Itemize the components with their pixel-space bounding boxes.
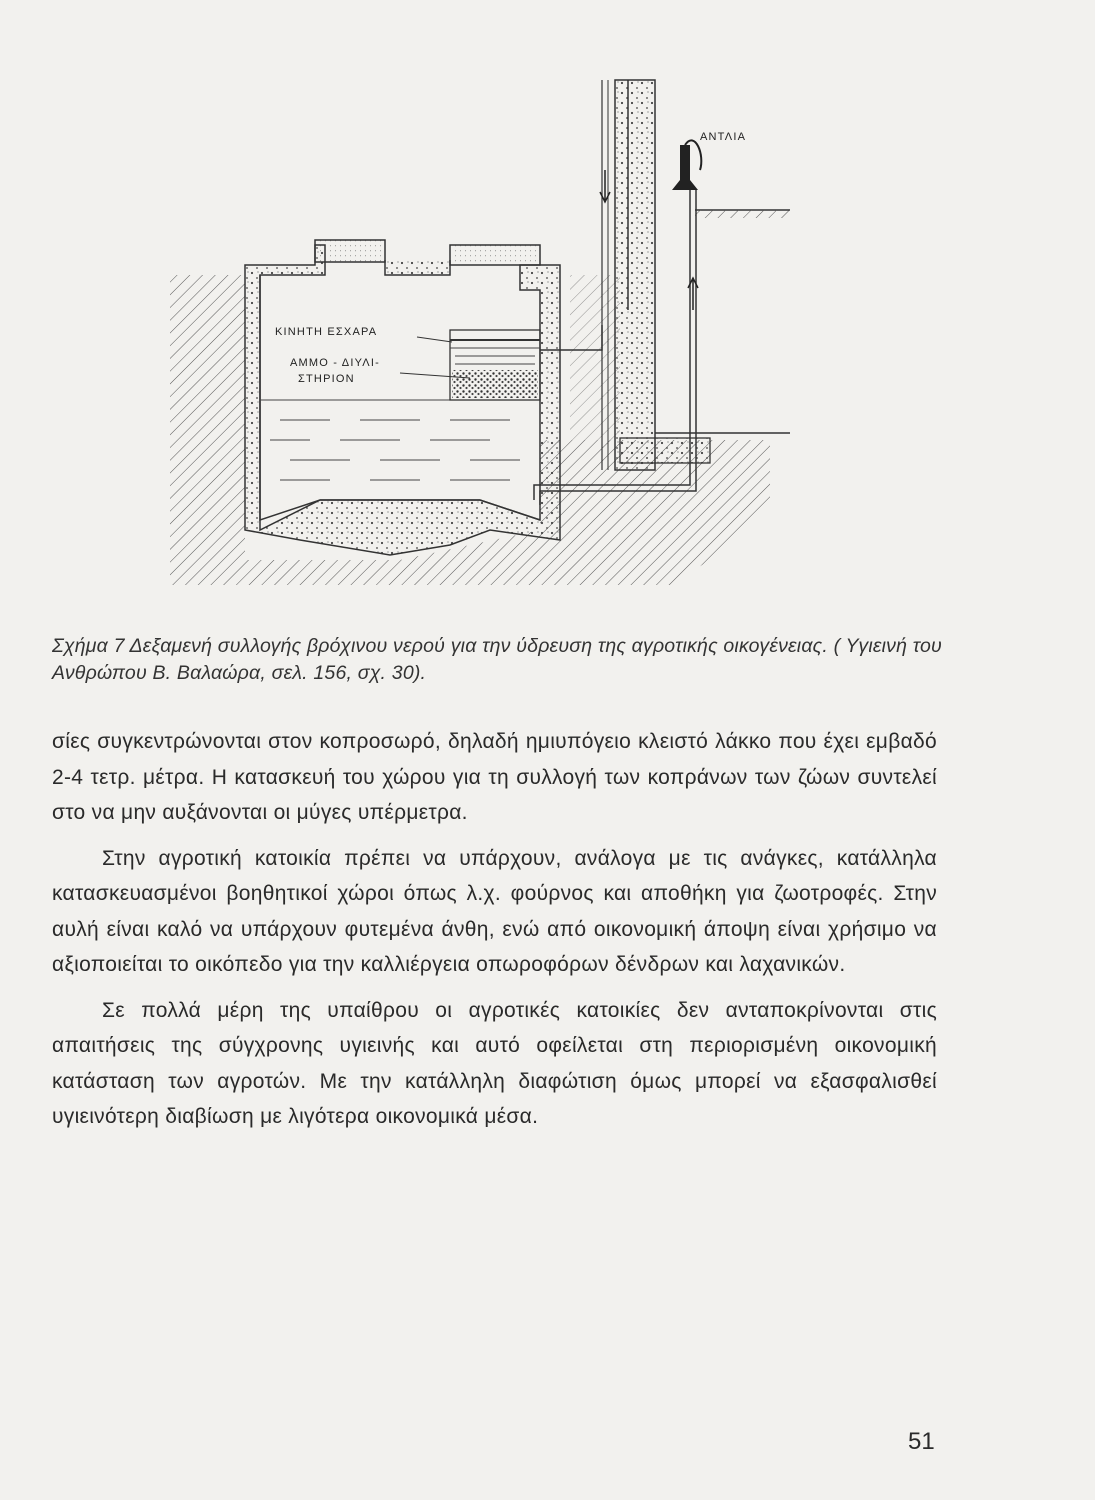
figure-caption: Σχήμα 7 Δεξαμενή συλλογής βρόχινου νερού για την ύδρευση της αγροτικής οικογένειας. ( Υγιεινή του Ανθρώπου Β. Βαλαώρα, σελ. 156, σχ. 30). [52,635,942,684]
filter-label-line2: ΣΤΗΡΙΟΝ [298,373,355,385]
ground-surface [655,210,790,433]
pump-label: ΑΝΤΛΙΑ [700,131,747,143]
body-text [52,724,937,1135]
cistern-diagram [150,60,950,620]
paragraph-2: Στην αγροτική κατοικία πρέπει να υπάρχουν, ανάλογα με τις ανάγκες, κατάλληλα κατασκευασμένοι βοηθητικοί χώροι όπως λ.χ. φούρνος και αποθήκη για ζωοτροφές. Στην αυλή είναι καλό να υπάρχουν φυτεμένα άνθη, ενώ από οικονομική άποψη είναι χρήσιμο να αξιοποιείται το οικόπεδο για την καλλιέργεια οπωροφόρων δένδρων και λαχανικών. [52,846,937,976]
filter-label-line1: ΑΜΜΟ - ΔΙΥΛΙ- [290,357,380,369]
pump [672,140,701,470]
page-number: 51 [908,1428,935,1455]
paragraph-3: Σε πολλά μέρη της υπαίθρου οι αγροτικές κατοικίες δεν ανταποκρίνονται στις απαιτήσεις της σύγχρονης υγιεινής και αυτό οφείλεται στη περιορισμένη οικονομική κατάσταση των αγροτών. Με την κατάλληλη διαφώτιση όμως μπορεί να εξασφαλισθεί υγιεινότερη διαβίωση με λιγότερα οικονομικά μέσα. [52,998,937,1128]
well-shaft [600,80,710,470]
water [260,400,540,480]
sand-filter [450,330,540,400]
paragraph-1: σίες συγκεντρώνονται στον κοπροσωρό, δηλαδή ημιυπόγειο κλειστό λάκκο που έχει εμβαδό 2-4 τετρ. μέτρα. Η κατασκευή του χώρου για τη συλλογή των κοπράνων των ζώων συντελεί στο να μην αυξάνονται οι μύγες υπέρμετρα. [52,730,937,824]
grate-label: ΚΙΝΗΤΗ ΕΣΧΑΡΑ [275,326,378,338]
